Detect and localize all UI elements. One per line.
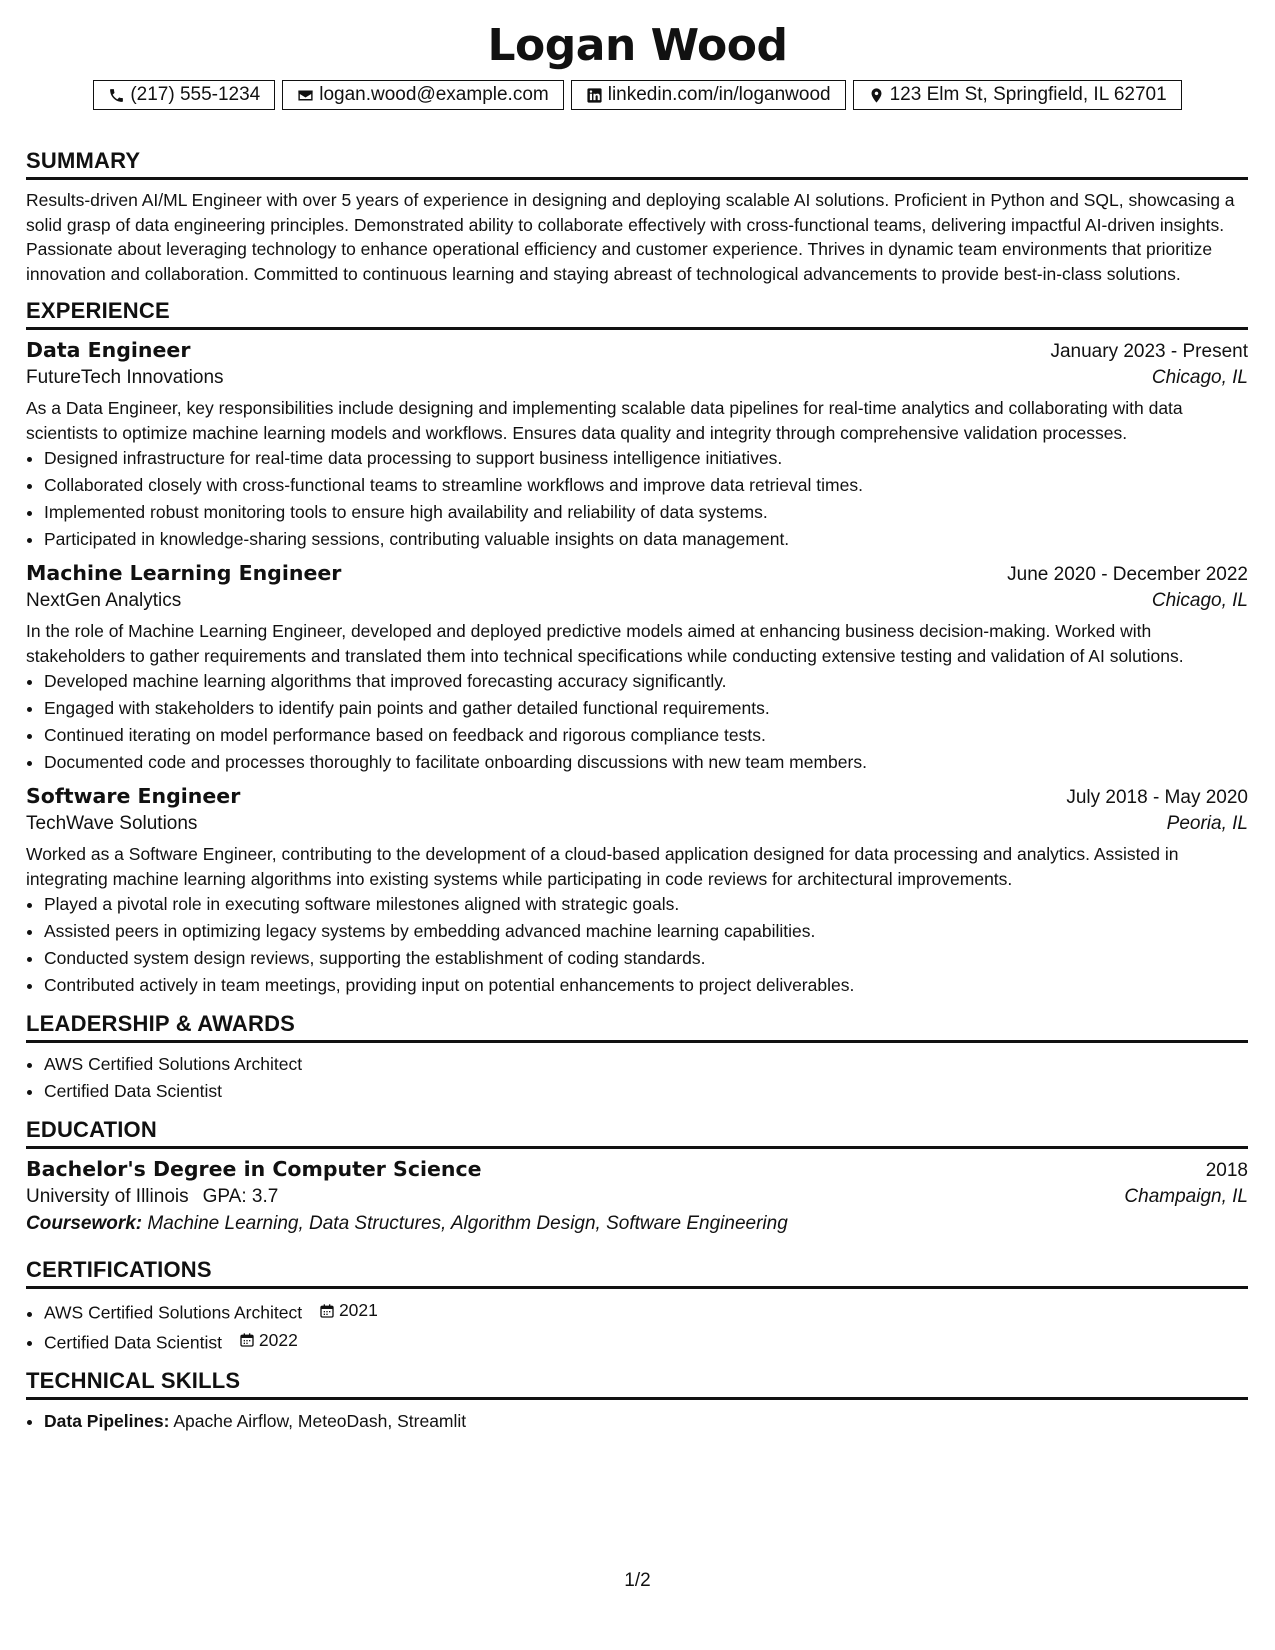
graduation-year: 2018	[1205, 1160, 1248, 1181]
list-item: • Assisted peers in optimizing legacy systems by embedding advanced machine learning capabilities.	[44, 918, 1248, 945]
job-description: Worked as a Software Engineer, contributing to the development of a cloud-based application designed for data processing and analytics. Assisted in integrating machine learning algorithms into existing systems while participating in code reviews for architectural improvements.	[26, 844, 1179, 889]
coursework	[26, 1213, 1248, 1235]
coursework-label: Coursework:	[26, 1213, 143, 1234]
job-bullets	[26, 891, 1248, 999]
contact-email[interactable]	[282, 80, 563, 110]
linkedin-text: linkedin.com/in/loganwood	[607, 84, 831, 105]
skill-label: Data Pipelines:	[44, 1411, 170, 1431]
list-item: • Played a pivotal role in executing software milestones aligned with strategic goals.	[44, 891, 1248, 918]
section-title: EXPERIENCE	[26, 298, 1248, 330]
contact-address[interactable]	[853, 80, 1182, 110]
job-description: In the role of Machine Learning Engineer, developed and deployed predictive models aimed at enhancing business decision-making. Worked with stakeholders to gather requirements and translated them into technical specifications while conducting extensive testing and validation of AI solutions.	[26, 621, 1184, 666]
job-dates: July 2018 - May 2020	[1066, 787, 1248, 808]
certifications-section	[26, 1257, 1248, 1356]
skills-list	[26, 1408, 1248, 1435]
section-title: SUMMARY	[26, 148, 1248, 180]
leadership-list	[26, 1051, 1248, 1105]
resume-content	[26, 148, 1248, 1447]
cert-name: AWS Certified Solutions Architect	[44, 1302, 303, 1323]
job-description: As a Data Engineer, key responsibilities include designing and implementing scalable data pipelines for real-time analytics and collaborating with data scientists to optimize machine learning models and workflows. Ensures data quality and integrity through comprehensive validation processes.	[26, 398, 1183, 443]
company-name: NextGen Analytics	[26, 590, 182, 611]
phone-text: (217) 555-1234	[130, 84, 261, 105]
cert-name: Certified Data Scientist	[44, 1332, 222, 1352]
page-number: 1/2	[624, 1570, 651, 1591]
school-location: Champaign, IL	[1124, 1186, 1248, 1207]
address-text: 123 Elm St, Springfield, IL 62701	[889, 84, 1167, 105]
envelope-icon	[297, 87, 314, 104]
job-entry	[26, 561, 1248, 776]
list-item: • Certified Data Scientist	[44, 1078, 1248, 1105]
list-item	[44, 1297, 1248, 1327]
list-item: • Contributed actively in team meetings, providing input on potential enhancements to project deliverables.	[44, 972, 1248, 999]
section-title: EDUCATION	[26, 1117, 1248, 1149]
list-item: • Participated in knowledge-sharing sessions, contributing valuable insights on data management.	[44, 526, 1248, 553]
company-name: FutureTech Innovations	[26, 367, 224, 388]
calendar-icon	[319, 1303, 335, 1319]
job-title: Machine Learning Engineer	[26, 561, 342, 585]
job-dates: June 2020 - December 2022	[1007, 564, 1248, 585]
skill-value: Apache Airflow, MeteoDash, Streamlit	[173, 1411, 467, 1431]
candidate-name: Logan Wood	[487, 20, 788, 71]
coursework-list: Machine Learning, Data Structures, Algorithm Design, Software Engineering	[147, 1213, 788, 1234]
list-item: • Conducted system design reviews, supporting the establishment of coding standards.	[44, 945, 1248, 972]
list-item	[44, 1408, 1248, 1435]
job-bullets	[26, 445, 1248, 553]
degree-title: Bachelor's Degree in Computer Science	[26, 1157, 482, 1181]
job-location: Chicago, IL	[1151, 367, 1248, 388]
section-title: LEADERSHIP & AWARDS	[26, 1011, 1248, 1043]
list-item: • Engaged with stakeholders to identify pain points and gather detailed functional requirements.	[44, 695, 1248, 722]
list-item: • Implemented robust monitoring tools to ensure high availability and reliability of data systems.	[44, 499, 1248, 526]
list-item	[44, 1327, 1248, 1357]
certifications-list	[26, 1297, 1248, 1356]
phone-icon	[108, 87, 125, 104]
job-location: Chicago, IL	[1151, 590, 1248, 611]
school-name: University of Illinois	[26, 1186, 189, 1207]
skills-section	[26, 1368, 1248, 1435]
contact-phone[interactable]	[93, 80, 275, 110]
list-item: • Documented code and processes thoroughly to facilitate onboarding discussions with new team members.	[44, 749, 1248, 776]
job-bullets	[26, 668, 1248, 776]
list-item: • Developed machine learning algorithms that improved forecasting accuracy significantly.	[44, 668, 1248, 695]
list-item: • Collaborated closely with cross-functional teams to streamline workflows and improve data retrieval times.	[44, 472, 1248, 499]
job-dates: January 2023 - Present	[1050, 341, 1248, 362]
cert-year: 2021	[338, 1300, 378, 1320]
summary-section	[26, 148, 1248, 286]
summary-text: Results-driven AI/ML Engineer with over 5 years of experience in designing and deploying scalable AI solutions. Proficient in Python and SQL, showcasing a solid grasp of data engineering principles. Demonstrated ability to collaborate effectively with cross-functional teams, delivering impactful AI-driven insights. Passionate about leveraging technology to enhance operational efficiency and customer experience. Thrives in dynamic team environments that prioritize innovation and collaboration. Committed to continuous learning and staying abreast of technological advancements to provide best-in-class solutions.	[26, 190, 1235, 284]
calendar-icon	[239, 1332, 255, 1348]
cert-year: 2022	[258, 1329, 298, 1350]
list-item: • Continued iterating on model performance based on feedback and rigorous compliance tests.	[44, 722, 1248, 749]
leadership-section	[26, 1011, 1248, 1105]
job-entry	[26, 338, 1248, 553]
linkedin-icon	[586, 87, 603, 104]
section-title: CERTIFICATIONS	[26, 1257, 1248, 1289]
list-item: • Designed infrastructure for real-time data processing to support business intelligence initiatives.	[44, 445, 1248, 472]
job-title: Software Engineer	[26, 784, 241, 808]
contact-bar	[0, 80, 1275, 110]
list-item: • AWS Certified Solutions Architect	[44, 1051, 1248, 1078]
experience-section	[26, 298, 1248, 999]
job-title: Data Engineer	[26, 338, 191, 362]
section-title: TECHNICAL SKILLS	[26, 1368, 1248, 1400]
email-text: logan.wood@example.com	[319, 84, 549, 105]
company-name: TechWave Solutions	[26, 813, 198, 834]
map-pin-icon	[868, 87, 885, 104]
gpa: GPA: 3.7	[202, 1186, 279, 1207]
job-entry	[26, 784, 1248, 999]
contact-linkedin[interactable]	[571, 80, 846, 110]
job-location: Peoria, IL	[1166, 813, 1248, 834]
education-section	[26, 1117, 1248, 1235]
